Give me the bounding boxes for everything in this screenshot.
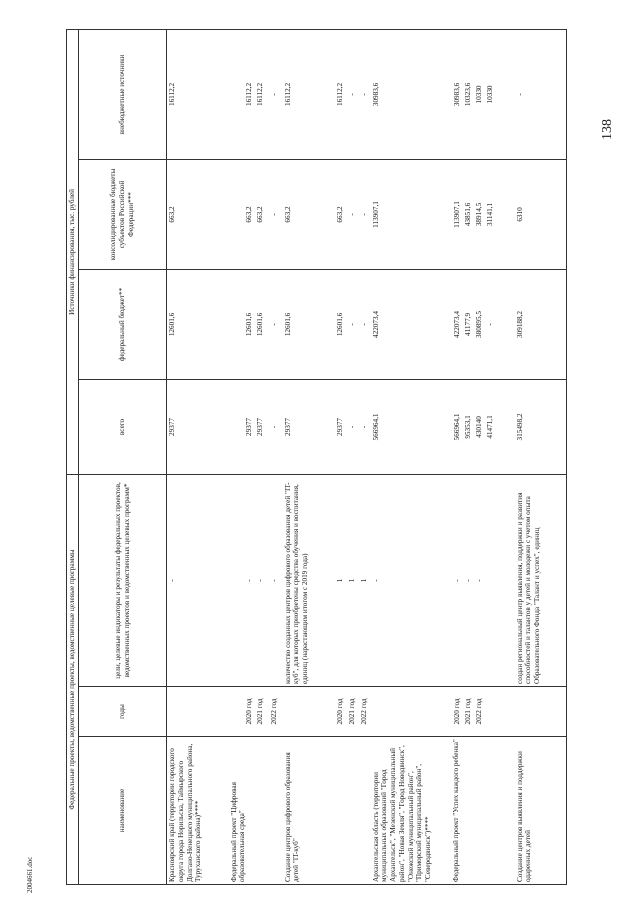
row-goal: - [269,474,283,686]
row-name [255,737,269,885]
row-regional: 663,2 [255,159,269,269]
regional-value: 113907,1 [452,201,461,228]
row-regional: 663,2 [283,159,335,269]
federal-value: 422073,4 [452,311,461,338]
row-federal: 12601,6 [229,269,255,379]
row-offbudget: 30983,6 [371,29,451,159]
header-goals: цели, целевые индикаторы и результаты федеральных проектов, ведомственных проектов и ведомственных целевых программ* [79,474,167,686]
year-label: 2020 год [452,698,461,725]
row-offbudget: - [269,29,283,159]
row-year: 2022 год [359,687,371,737]
row-total: 29377 [229,379,255,474]
row-federal: - [269,269,283,379]
header-regional: консолидированные бюджеты субъектов Российской Федерации*** [79,159,167,269]
row-offbudget: 16112,2 [335,29,347,159]
row-offbudget [451,29,515,159]
row-total: 29377 [167,379,229,474]
row-offbudget: 16112,2 [167,29,229,159]
table-row [347,29,359,884]
row-total: - [269,379,283,474]
row-year: 2020 год [229,687,255,737]
row-federal: - [359,269,371,379]
header-group-financing: Источники финансирования, тыс. рублей [67,29,79,474]
header-offbudget: внебюджетные источники [79,29,167,159]
row-total: 29377 [283,379,335,474]
row-name [335,737,347,885]
row-federal [451,269,515,379]
row-name: Создание центров цифрового образования детей "IT-куб" [283,737,335,885]
row-regional: 6310 [515,159,567,269]
regional-value: 38914,5 [474,202,483,227]
row-offbudget: - [515,29,567,159]
total-value: 430140 [474,416,483,438]
header-group-projects: Федеральные проекты, ведомственные проекты, ведомственные целевые программы [67,474,79,884]
regional-stack [452,162,496,267]
table-row [335,29,347,884]
row-goal: - [371,474,451,686]
row-year: 2022 год [269,687,283,737]
table-row [283,29,335,884]
row-federal: - [347,269,359,379]
row-name: Создание центров выявления и поддержки одаренных детей [515,737,567,885]
row-regional [451,159,515,269]
row-goal: - [167,474,229,686]
row-year: 2020 год [335,687,347,737]
offbudget-value: 30983,6 [452,82,461,107]
row-offbudget: 16112,2 [229,29,255,159]
total-stack [452,382,496,472]
goal-value: - [452,579,461,582]
total-value: 95353,1 [463,415,472,439]
row-federal: 12601,6 [335,269,347,379]
federal-stack [452,272,496,377]
rotated-table-block [66,30,626,885]
row-total: 315498,2 [515,379,567,474]
total-value: 566964,1 [452,413,461,441]
year-stack [452,689,485,734]
row-year: 2021 год [347,687,359,737]
row-total: 29377 [335,379,347,474]
row-federal: 12601,6 [255,269,269,379]
row-total: 566964,1 [371,379,451,474]
row-offbudget: 16112,2 [255,29,269,159]
offbudget-stack [452,32,496,157]
row-year: 2021 год [255,687,269,737]
goal-stack [452,477,485,684]
federal-value: 41177,9 [463,312,472,337]
row-name: Красноярский край (территории городского округа города Норильска, Таймырского Долгано-Ненецкого муниципального района, Туруханского района)**** [167,737,229,885]
row-offbudget: - [347,29,359,159]
table-row [229,29,255,884]
table-row [515,29,567,884]
row-name [359,737,371,885]
row-name: Федеральный проект "Успех каждого ребенка" [451,737,515,885]
table-row [359,29,371,884]
row-goal [451,474,515,686]
header-federal: федеральный бюджет** [79,269,167,379]
row-regional: - [269,159,283,269]
row-regional: - [347,159,359,269]
row-goal: - [229,474,255,686]
row-regional: 663,2 [229,159,255,269]
row-total: - [347,379,359,474]
page-number: 138 [600,119,615,140]
table-row [371,29,451,884]
row-federal: 309188,2 [515,269,567,379]
row-year [451,687,515,737]
row-regional: - [359,159,371,269]
federal-value: - [485,323,494,326]
federal-value: 380895,5 [474,311,483,338]
row-offbudget: - [359,29,371,159]
row-federal: 12601,6 [283,269,335,379]
header-years: годы [79,687,167,737]
table-row [167,29,229,884]
row-total: - [359,379,371,474]
row-federal: 422073,4 [371,269,451,379]
row-goal: - [255,474,269,686]
offbudget-value: 10323,6 [463,82,472,107]
document-code: 2004661.doc [26,856,34,893]
row-year [515,687,567,737]
row-regional: 663,2 [167,159,229,269]
header-name: наименование [79,737,167,885]
row-total: 29377 [255,379,269,474]
goal-value: - [474,579,483,582]
table-row [451,29,515,884]
year-label: 2022 год [474,698,483,725]
offbudget-value: 10330 [474,85,483,104]
row-offbudget: 16112,2 [283,29,335,159]
row-regional: 113907,1 [371,159,451,269]
header-total: всего [79,379,167,474]
row-name: Федеральный проект "Цифровая образовательная среда" [229,737,255,885]
row-total [451,379,515,474]
row-name: Архангельская область (территории муниципальных образований "Город Архангельск", "Мезенский муниципальный район", "Новая Земля", "Город Новодвинск", "Онежский муниципальный район", "Приморский муниципальный район", "Северодвинск")**** [371,737,451,885]
regional-value: 31141,1 [485,202,494,227]
row-goal: 1 [347,474,359,686]
row-federal: 12601,6 [167,269,229,379]
row-goal: создан региональный центр выявления, поддержки и развития способностей и талантов у детей и молодежи с учетом опыта Образовательного Фонда "Талант и успех", единиц [515,474,567,686]
offbudget-value: 10330 [485,85,494,104]
goal-value: - [463,579,472,582]
regional-value: 43851,6 [463,202,472,227]
row-goal: количество созданных центров цифрового образования детей "IT-куб", для которых приобретены средства обучения и воспитания, единиц (нарастающим итогом с 2019 года) [283,474,335,686]
year-label: 2021 год [463,698,472,725]
table-row [269,29,283,884]
row-year [371,687,451,737]
row-goal: 1 [359,474,371,686]
row-name [347,737,359,885]
row-regional: 663,2 [335,159,347,269]
row-goal: 1 [335,474,347,686]
financing-table [66,29,567,885]
total-value: 41471,1 [485,415,494,439]
row-year [283,687,335,737]
row-year [167,687,229,737]
table-row [255,29,269,884]
row-name [269,737,283,885]
